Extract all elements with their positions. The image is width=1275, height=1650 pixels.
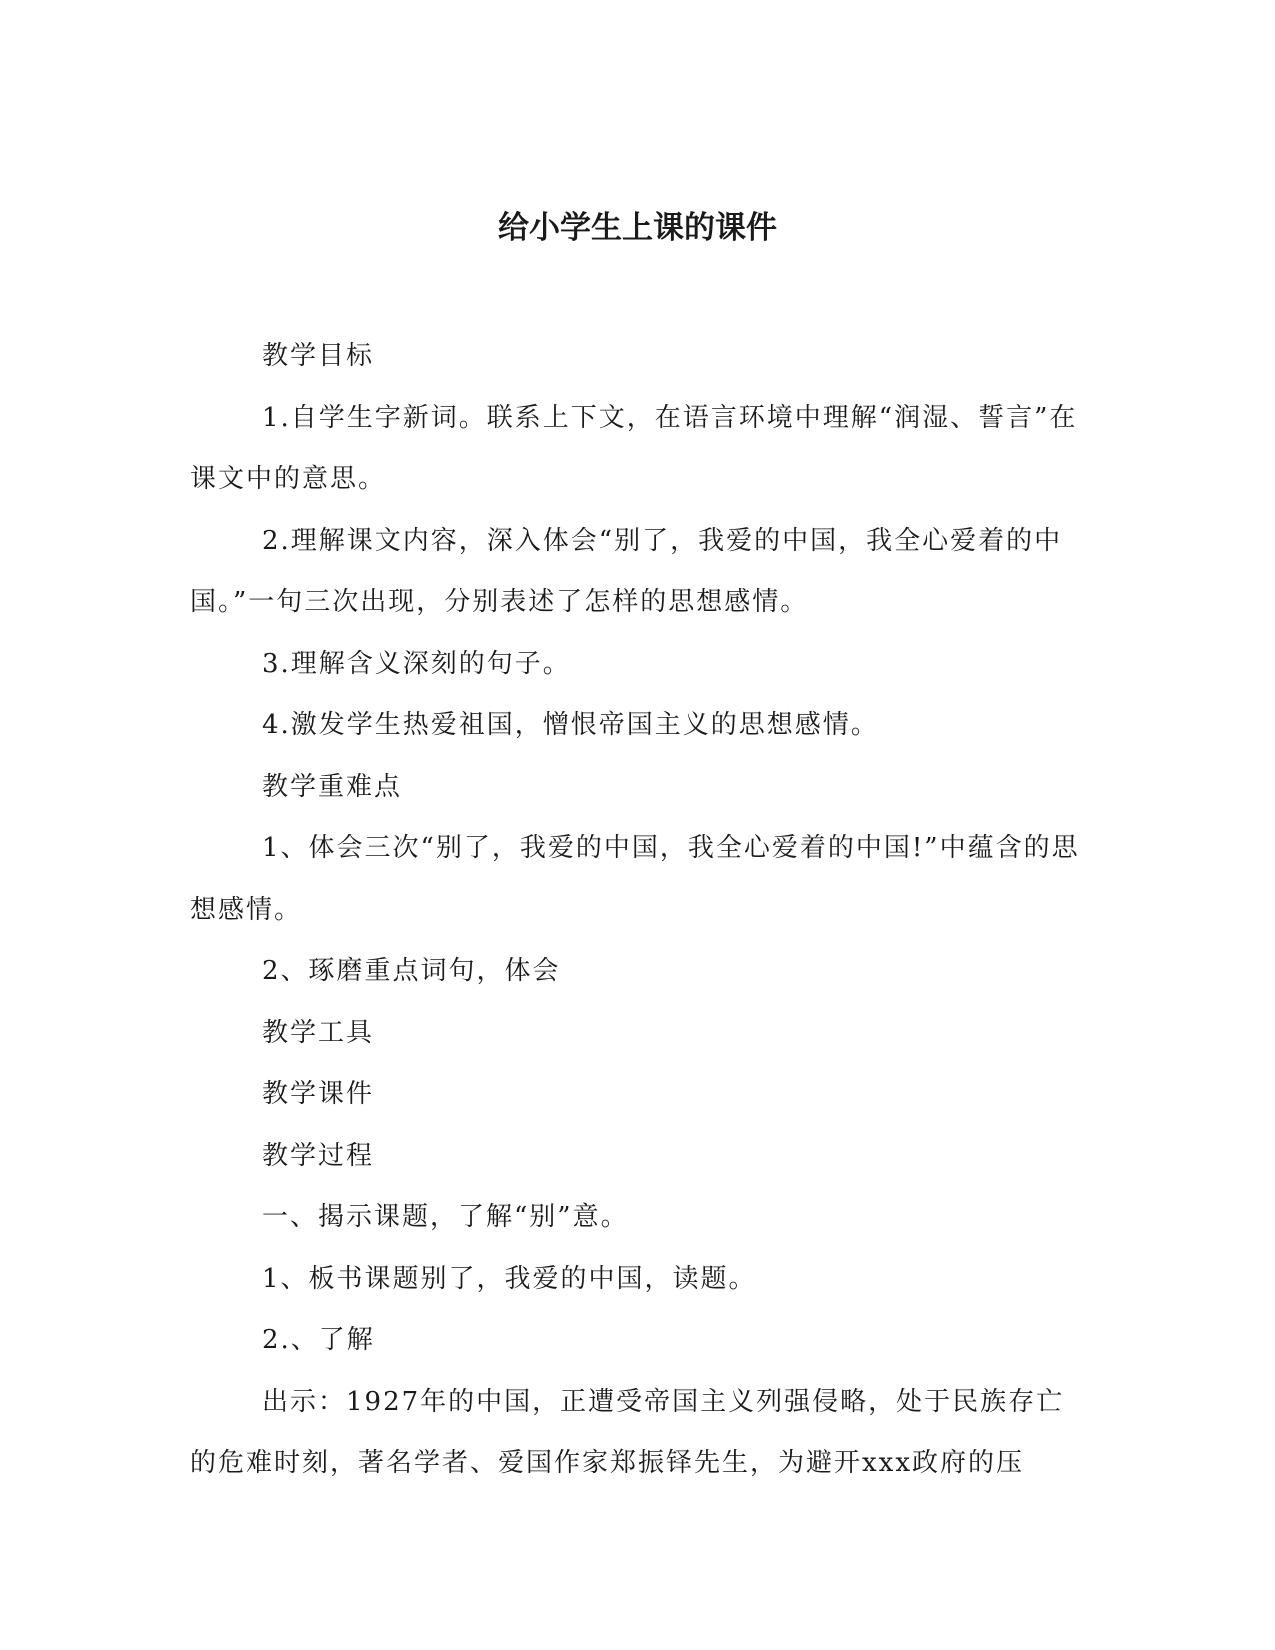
paragraph-show-context: 出示：1927年的中国，正遭受帝国主义列强侵略，处于民族存亡的危难时刻，著名学者、爱国作家郑振铎先生，为避开xxx政府的压 xyxy=(190,1386,1065,1478)
paragraph-teaching-courseware: 教学课件 xyxy=(262,1079,375,1109)
paragraph-heading-teaching-process: 教学过程 xyxy=(262,1140,375,1171)
document-title: 给小学生上课的课件 xyxy=(498,210,777,246)
paragraph-goal-2: 2.理解课文内容，深入体会“别了，我爱的中国，我全心爱着的中国。”一句三次出现，分别表述了怎样的思想感情。 xyxy=(190,525,1063,617)
paragraph-goal-3: 3.理解含义深刻的句子。 xyxy=(262,648,571,679)
paragraph-key-point-2: 2、琢磨重点词句，体会 xyxy=(262,956,561,986)
paragraph-process-section-1: 一、揭示课题，了解“别”意。 xyxy=(262,1202,629,1232)
paragraph-heading-key-points: 教学重难点 xyxy=(262,771,403,802)
paragraph-process-step-1: 1、板书课题别了，我爱的中国，读题。 xyxy=(262,1263,757,1294)
paragraph-process-step-2: 2.、了解 xyxy=(262,1325,375,1355)
paragraph-heading-teaching-goals: 教学目标 xyxy=(262,341,375,371)
paragraph-key-point-1: 1、体会三次“别了，我爱的中国，我全心爱着的中国!”中蕴含的思想感情。 xyxy=(190,833,1080,925)
document-body xyxy=(190,326,1085,1495)
paragraph-goal-1: 1.自学生字新词。联系上下文，在语言环境中理解“润湿、誓言”在课文中的意思。 xyxy=(190,402,1078,494)
paragraph-goal-4: 4.激发学生热爱祖国，憎恨帝国主义的思想感情。 xyxy=(262,710,879,740)
paragraph-heading-teaching-tools: 教学工具 xyxy=(262,1017,375,1048)
